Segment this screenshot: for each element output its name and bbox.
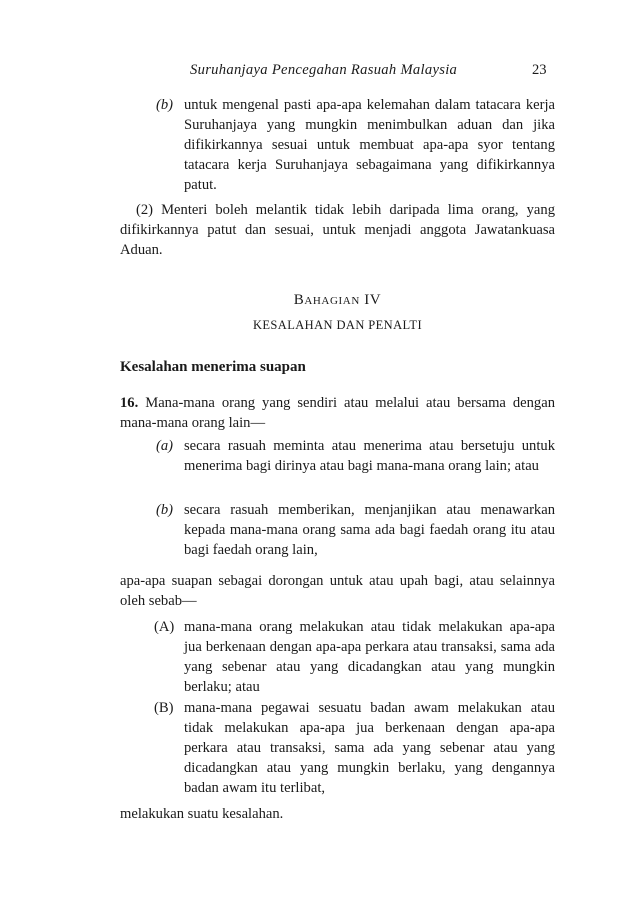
item-text: untuk mengenal pasti apa-apa kelemahan dalam tatacara kerja Suruhanjaya yang mungkin menimbulkan aduan dan jika difikirkannya sesuai untuk membuat apa-apa syor tentang tatacara kerja Suruhanjaya sebagaimana yang difikirkannya patut.: [184, 97, 555, 193]
section-16-closing: melakukan suatu kesalahan.: [120, 806, 284, 822]
item-text: secara rasuah meminta atau menerima atau bersetuju untuk menerima bagi dirinya atau bagi mana-mana orang lain; atau: [184, 438, 555, 474]
item-label: (b): [156, 97, 174, 113]
item-text: mana-mana orang melakukan atau tidak melakukan apa-apa jua berkenaan dengan apa-apa perkara atau transaksi, sama ada yang sebenar atau yang dicadangkan atau yang mungkin berlaku; atau: [184, 619, 555, 695]
running-header: [0, 62, 638, 82]
section-heading: Kesalahan menerima suapan: [120, 359, 306, 375]
header-title: Suruhanjaya Pencegahan Rasuah Malaysia: [190, 62, 458, 78]
part-title: KESALAHAN DAN PENALTI: [252, 318, 423, 332]
item-text: secara rasuah memberikan, menjanjikan atau menawarkan kepada mana-mana orang sama ada bagi faedah orang itu atau bagi faedah orang lain,: [184, 502, 555, 558]
page-number: 23: [532, 62, 547, 78]
part-label: Bahagian IV: [293, 292, 382, 308]
section-16-intro: [120, 393, 555, 433]
item-label: (A): [154, 619, 175, 635]
section-intro-text: Mana-mana orang yang sendiri atau melalui atau bersama dengan mana-mana orang lain—: [120, 395, 555, 431]
item-text: mana-mana pegawai sesuatu badan awam melakukan atau tidak melakukan apa-apa jua berkenaan dengan apa-apa perkara atau transaksi, sama ada yang sebenar atau yang dicadangkan atau yang mungkin berlaku, yang dengannya badan awam itu terlibat,: [184, 700, 555, 796]
item-label: (a): [156, 438, 174, 454]
section-16-middle: apa-apa suapan sebagai dorongan untuk atau upah bagi, atau selainnya oleh sebab—: [120, 573, 555, 609]
subsection-2: (2) Menteri boleh melantik tidak lebih daripada lima orang, yang difikirkannya patut dan sesuai, untuk menjadi anggota Jawatankuasa Aduan.: [120, 202, 555, 258]
item-label: (b): [156, 502, 174, 518]
section-number: 16.: [120, 395, 139, 411]
item-label: (B): [154, 700, 174, 716]
